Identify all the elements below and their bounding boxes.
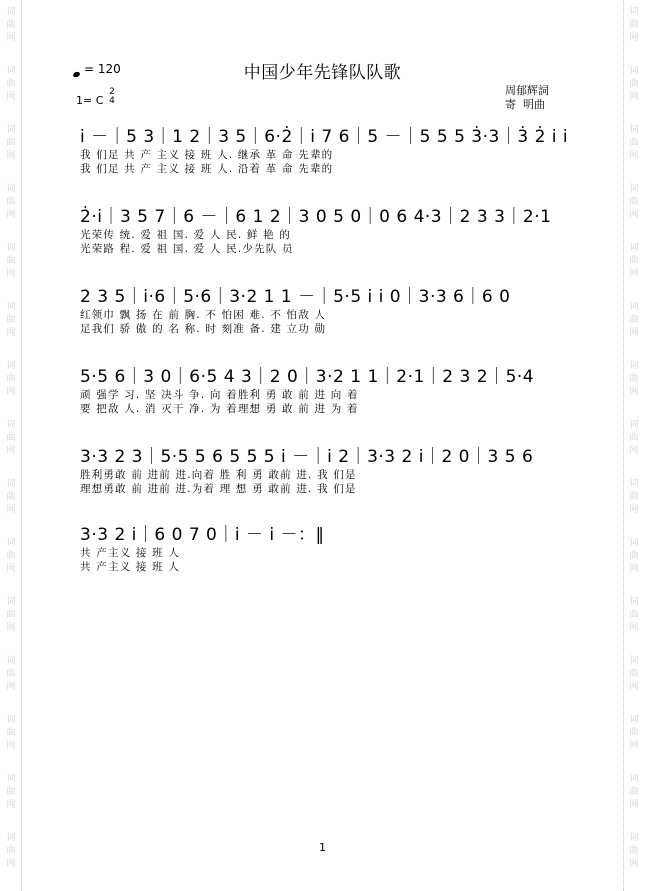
watermark-glyph: 网	[629, 623, 639, 633]
watermark-glyph: 曲	[629, 846, 639, 856]
watermark-glyph: 曲	[629, 669, 639, 679]
watermark-glyph: 词	[629, 833, 639, 843]
watermark-glyph: 词	[6, 184, 16, 194]
lyric-verse-1: 顽 强学 习. 坚 决斗 争. 向 着胜利 勇 敢 前 进 向 着	[80, 389, 359, 401]
notes-line: 2̇·i｜3 5 7｜6 －｜6 1 2｜3 0 5 0｜0 6 4·3｜2 3 3｜2·1	[80, 207, 552, 227]
time-signature	[108, 88, 116, 106]
watermark-glyph: 曲	[6, 256, 16, 266]
watermark-glyph: 网	[629, 210, 639, 220]
watermark-glyph: 词	[629, 184, 639, 194]
watermark-glyph: 词	[6, 833, 16, 843]
notes-line: 2 3 5｜i·6｜5·6｜3·2 1 1 －｜5·5 i i 0｜3·3 6｜6 0	[80, 287, 511, 307]
watermark-glyph: 曲	[629, 610, 639, 620]
watermark-glyph: 曲	[6, 492, 16, 502]
lyric-verse-1: 红领巾 飘 扬 在 前 胸. 不 怕困 难. 不 怕敌 人	[80, 309, 327, 321]
watermark-glyph: 词	[629, 656, 639, 666]
lyric-verse-2: 光荣路 程. 爱 祖 国. 爱 人 民.少先队 员	[80, 243, 294, 255]
watermark-glyph: 词	[629, 715, 639, 725]
watermark-glyph: 词	[629, 597, 639, 607]
watermark-glyph: 词	[6, 538, 16, 548]
watermark-glyph: 曲	[6, 20, 16, 30]
key-signature: 1= C	[76, 94, 104, 107]
watermark-glyph: 词	[629, 361, 639, 371]
watermark-glyph: 词	[6, 479, 16, 489]
watermark-glyph: 词	[6, 66, 16, 76]
watermark-glyph: 曲	[6, 374, 16, 384]
notes-line: 5·5 6｜3 0｜6·5 4 3｜2 0｜3·2 1 1｜2·1｜2 3 2｜5·4	[80, 367, 535, 387]
watermark-glyph: 词	[6, 597, 16, 607]
watermark-glyph: 词	[6, 774, 16, 784]
lyric-verse-2: 要 把敌 人. 消 灭干 净. 为 着理想 勇 敢 前 进 为 着	[80, 403, 359, 415]
tempo-value: = 120	[84, 62, 121, 76]
watermark-glyph: 词	[629, 420, 639, 430]
watermark-glyph: 网	[6, 800, 16, 810]
watermark-glyph: 网	[629, 859, 639, 869]
watermark-glyph: 曲	[6, 197, 16, 207]
watermark-glyph: 曲	[629, 551, 639, 561]
watermark-glyph: 词	[6, 361, 16, 371]
watermark-glyph: 曲	[6, 846, 16, 856]
notes-line: 3·3 2 i｜6 0 7 0｜i － i －：‖	[80, 525, 325, 545]
watermark-glyph: 网	[629, 741, 639, 751]
watermark-glyph: 网	[6, 269, 16, 279]
score-system-3	[80, 286, 570, 336]
watermark-glyph: 网	[6, 564, 16, 574]
lyric-verse-2: 我 们足 共 产 主义 接 班 人. 沿着 革 命 先辈的	[80, 163, 334, 175]
watermark-glyph: 词	[6, 420, 16, 430]
page-number: 1	[319, 841, 326, 854]
watermark-glyph: 曲	[6, 787, 16, 797]
watermark-glyph: 曲	[629, 315, 639, 325]
watermark-glyph: 曲	[629, 197, 639, 207]
watermark-glyph: 网	[629, 446, 639, 456]
watermark-glyph: 曲	[6, 669, 16, 679]
watermark-glyph: 词	[629, 66, 639, 76]
watermark-glyph: 曲	[6, 610, 16, 620]
watermark-glyph: 网	[6, 741, 16, 751]
watermark-glyph: 曲	[629, 138, 639, 148]
watermark-glyph: 网	[629, 564, 639, 574]
watermark-glyph: 网	[629, 33, 639, 43]
lyric-verse-1: 共 产主义 接 班 人	[80, 547, 181, 559]
lyric-verse-2: 共 产主义 接 班 人	[80, 561, 181, 573]
watermark-glyph: 词	[6, 125, 16, 135]
watermark-glyph: 曲	[629, 492, 639, 502]
watermark-glyph: 曲	[629, 433, 639, 443]
lyric-verse-1: 光荣传 统. 爱 祖 国. 爱 人 民. 鲜 艳 的	[80, 229, 292, 241]
watermark-glyph: 网	[6, 623, 16, 633]
score-system-2	[80, 206, 570, 256]
watermark-glyph: 网	[6, 92, 16, 102]
watermark-glyph: 网	[629, 682, 639, 692]
watermark-glyph: 词	[6, 656, 16, 666]
watermark-glyph: 词	[629, 7, 639, 17]
watermark-glyph: 网	[629, 387, 639, 397]
watermark-glyph: 词	[629, 479, 639, 489]
watermark-glyph: 网	[629, 151, 639, 161]
notes-line: i －｜5 3｜1 2｜3 5｜6·2̇｜i 7 6｜5 －｜5 5 5 3̇·3｜3̇ 2̇ i i	[80, 127, 569, 147]
watermark-glyph: 网	[6, 387, 16, 397]
watermark-glyph: 网	[6, 859, 16, 869]
watermark-glyph: 网	[629, 800, 639, 810]
watermark-glyph: 曲	[6, 551, 16, 561]
watermark-glyph: 网	[6, 151, 16, 161]
watermark-glyph: 词	[6, 243, 16, 253]
watermark-glyph: 网	[6, 33, 16, 43]
watermark-column-right	[623, 0, 645, 891]
watermark-glyph: 曲	[6, 433, 16, 443]
watermark-glyph: 词	[629, 774, 639, 784]
watermark-glyph: 曲	[629, 256, 639, 266]
watermark-glyph: 网	[6, 682, 16, 692]
watermark-glyph: 曲	[6, 79, 16, 89]
watermark-glyph: 词	[6, 715, 16, 725]
watermark-glyph: 曲	[629, 79, 639, 89]
lyricist-credit: 周郁辉詞	[505, 84, 549, 97]
watermark-glyph: 词	[629, 302, 639, 312]
watermark-glyph: 网	[6, 328, 16, 338]
watermark-glyph: 词	[629, 125, 639, 135]
score-system-5	[80, 446, 570, 496]
watermark-glyph: 词	[6, 302, 16, 312]
watermark-glyph: 网	[629, 92, 639, 102]
watermark-glyph: 网	[629, 328, 639, 338]
notes-line: 3·3 2 3｜5·5 5 6 5 5 5 i －｜i 2｜3·3 2 i｜2 0｜3 5 6	[80, 447, 534, 467]
lyric-verse-2: 足我们 骄 傲 的 名 称. 时 刻准 备. 建 立功 勋	[80, 323, 327, 335]
watermark-glyph: 曲	[629, 374, 639, 384]
watermark-column-left	[0, 0, 22, 891]
watermark-glyph: 词	[629, 538, 639, 548]
watermark-glyph: 曲	[6, 138, 16, 148]
watermark-glyph: 曲	[629, 728, 639, 738]
lyric-verse-1: 我 们足 共 产 主义 接 班 人. 继承 革 命 先辈的	[80, 149, 334, 161]
score-system-6	[80, 524, 570, 574]
lyric-verse-1: 胜利勇敢 前 进前 进.向着 胜 利 勇 敢前 进. 我 们是	[80, 469, 357, 481]
song-title: 中国少年先锋队队歌	[243, 63, 402, 83]
watermark-glyph: 网	[629, 269, 639, 279]
watermark-glyph: 曲	[629, 787, 639, 797]
watermark-glyph: 曲	[629, 20, 639, 30]
composer-credit: 寄 明曲	[505, 98, 545, 111]
watermark-glyph: 网	[6, 446, 16, 456]
watermark-glyph: 曲	[6, 728, 16, 738]
watermark-glyph: 网	[6, 210, 16, 220]
watermark-glyph: 词	[629, 243, 639, 253]
time-signature-bottom: 4	[109, 96, 115, 106]
watermark-glyph: 网	[629, 505, 639, 515]
score-system-4	[80, 366, 570, 416]
lyric-verse-2: 理想勇敢 前 进前 进.为着 理 想 勇 敢前 进. 我 们是	[80, 483, 357, 495]
time-signature-top: 2	[109, 87, 115, 97]
credits	[505, 84, 549, 112]
watermark-glyph: 词	[6, 7, 16, 17]
score-system-1	[80, 126, 570, 176]
watermark-glyph: 曲	[6, 315, 16, 325]
watermark-glyph: 网	[6, 505, 16, 515]
